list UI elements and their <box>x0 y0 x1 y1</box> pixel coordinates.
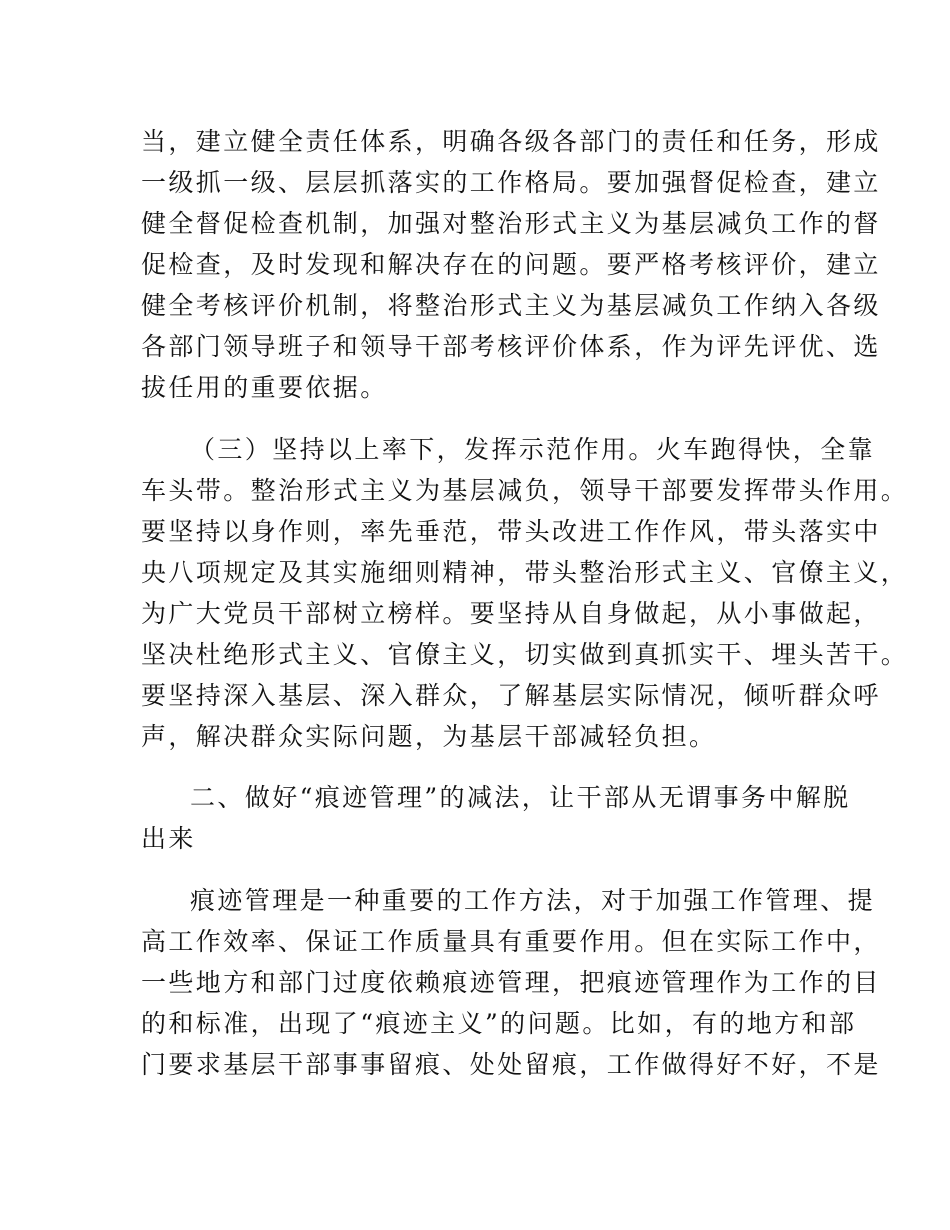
text-line: 一些地方和部门过度依赖痕迹管理，把痕迹管理作为工作的目 <box>141 968 881 997</box>
text-line: 拔任用的重要依据。 <box>141 373 388 402</box>
text-line: 当，建立健全责任体系，明确各级各部门的责任和任务，形成 <box>141 127 881 156</box>
section-heading: 二、做好“痕迹管理”的减法，让干部从无谓事务中解脱 <box>190 783 851 812</box>
text-line: 的和标准，出现了“痕迹主义”的问题。比如，有的地方和部 <box>141 1009 857 1038</box>
text-line: 促检查，及时发现和解决存在的问题。要严格考核评价，建立 <box>141 250 881 279</box>
text-line: 健全考核评价机制，将整治形式主义为基层减负工作纳入各级 <box>141 291 881 320</box>
text-line: 痕迹管理是一种重要的工作方法，对于加强工作管理、提 <box>190 886 876 915</box>
text-line: 健全督促检查机制，加强对整治形式主义为基层减负工作的督 <box>141 209 881 238</box>
text-line: 一级抓一级、层层抓落实的工作格局。要加强督促检查，建立 <box>141 168 881 197</box>
text-line: 要坚持深入基层、深入群众，了解基层实际情况，倾听群众呼 <box>141 681 881 710</box>
text-line: 声，解决群众实际问题，为基层干部减轻负担。 <box>141 722 717 751</box>
text-line: 车头带。整治形式主义为基层减负，领导干部要发挥带头作用。 <box>141 476 909 505</box>
text-line: 各部门领导班子和领导干部考核评价体系，作为评先评优、选 <box>141 332 881 361</box>
text-line: 高工作效率、保证工作质量具有重要作用。但在实际工作中， <box>141 927 881 956</box>
text-line: 央八项规定及其实施细则精神，带头整治形式主义、官僚主义， <box>141 558 909 587</box>
section-heading-continued: 出来 <box>141 824 196 853</box>
paragraph-heading: （三）坚持以上率下，发挥示范作用。火车跑得快，全靠 <box>190 435 876 464</box>
text-line: 坚决杜绝形式主义、官僚主义，切实做到真抓实干、埋头苦干。 <box>141 640 909 669</box>
text-line: 为广大党员干部树立榜样。要坚持从自身做起，从小事做起， <box>141 599 881 628</box>
text-line: 要坚持以身作则，率先垂范，带头改进工作作风，带头落实中 <box>141 517 881 546</box>
text-line: 门要求基层干部事事留痕、处处留痕，工作做得好不好，不是 <box>141 1050 881 1079</box>
